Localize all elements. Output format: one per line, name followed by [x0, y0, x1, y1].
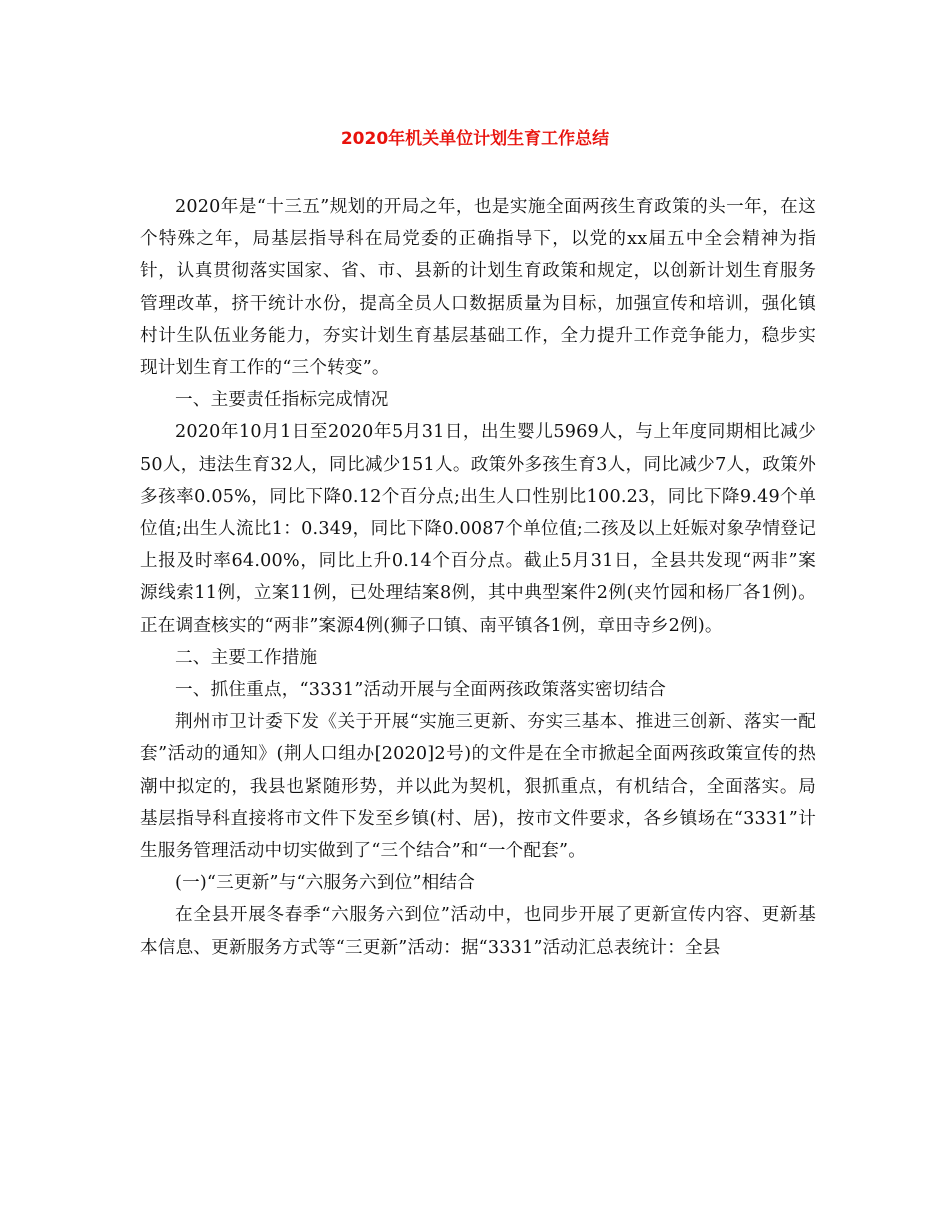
paragraph-jingzhou-notice: 荆州市卫计委下发《关于开展“实施三更新、夯实三基本、推进三创新、落实一配套”活动的通知》(荆人口组办[2020]2号)的文件是在全市掀起全面两孩政策宣传的热潮中拟定的，我县也紧随形势，并以此为契机，狠抓重点，有机结合，全面落实。局基层指导科直接将市文件下发至乡镇(村、居)，按市文件要求，各乡镇场在“3331”计生服务管理活动中切实做到了“三个结合”和“一个配套”。	[140, 712, 816, 862]
subsection-heading-three-updates: (一)“三更新”与“六服务六到位”相结合	[175, 873, 476, 894]
paragraph-intro: 2020年是“十三五”规划的开局之年，也是实施全面两孩生育政策的头一年，在这个特殊之年，局基层指导科在局党委的正确指导下，以党的xx届五中全会精神为指针，认真贯彻落实国家、省、市、县新的计划生育政策和规定，以创新计划生育服务管理改革，挤干统计水份，提高全员人口数据质量为目标，加强宣传和培训，强化镇村计生队伍业务能力，夯实计划生育基层基础工作，全力提升工作竞争能力，稳步实现计划生育工作的“三个转变”。	[140, 197, 816, 379]
document-title: 2020年机关单位计划生育工作总结	[340, 129, 610, 149]
section-heading-measures: 二、主要工作措施	[175, 647, 318, 668]
paragraph-statistics: 2020年10月1日至2020年5月31日，出生婴儿5969人，与上年度同期相比减少50人，违法生育32人，同比减少151人。政策外多孩生育3人，同比减少7人，政策外多孩率0.05%，同比下降0.12个百分点;出生人口性别比100.23，同比下降9.49个单位值;出生人流比1：0.349，同比下降0.0087个单位值;二孩及以上妊娠对象孕情登记上报及时率64.00%，同比上升0.14个百分点。截止5月31日，全县共发现“两非”案源线索11例，立案11例，已处理结案8例，其中典型案件2例(夹竹园和杨厂各1例)。正在调查核实的“两非”案源4例(狮子口镇、南平镇各1例，章田寺乡2例)。	[140, 422, 816, 636]
document-body	[140, 191, 816, 964]
paragraph-winter-spring-activity: 在全县开展冬春季“六服务六到位”活动中，也同步开展了更新宣传内容、更新基本信息、更新服务方式等“三更新”活动：据“3331”活动汇总表统计：全县	[140, 905, 816, 958]
section-heading-indicators: 一、主要责任指标完成情况	[175, 390, 389, 411]
subsection-heading-focus: 一、抓住重点，“3331”活动开展与全面两孩政策落实密切结合	[175, 680, 667, 701]
